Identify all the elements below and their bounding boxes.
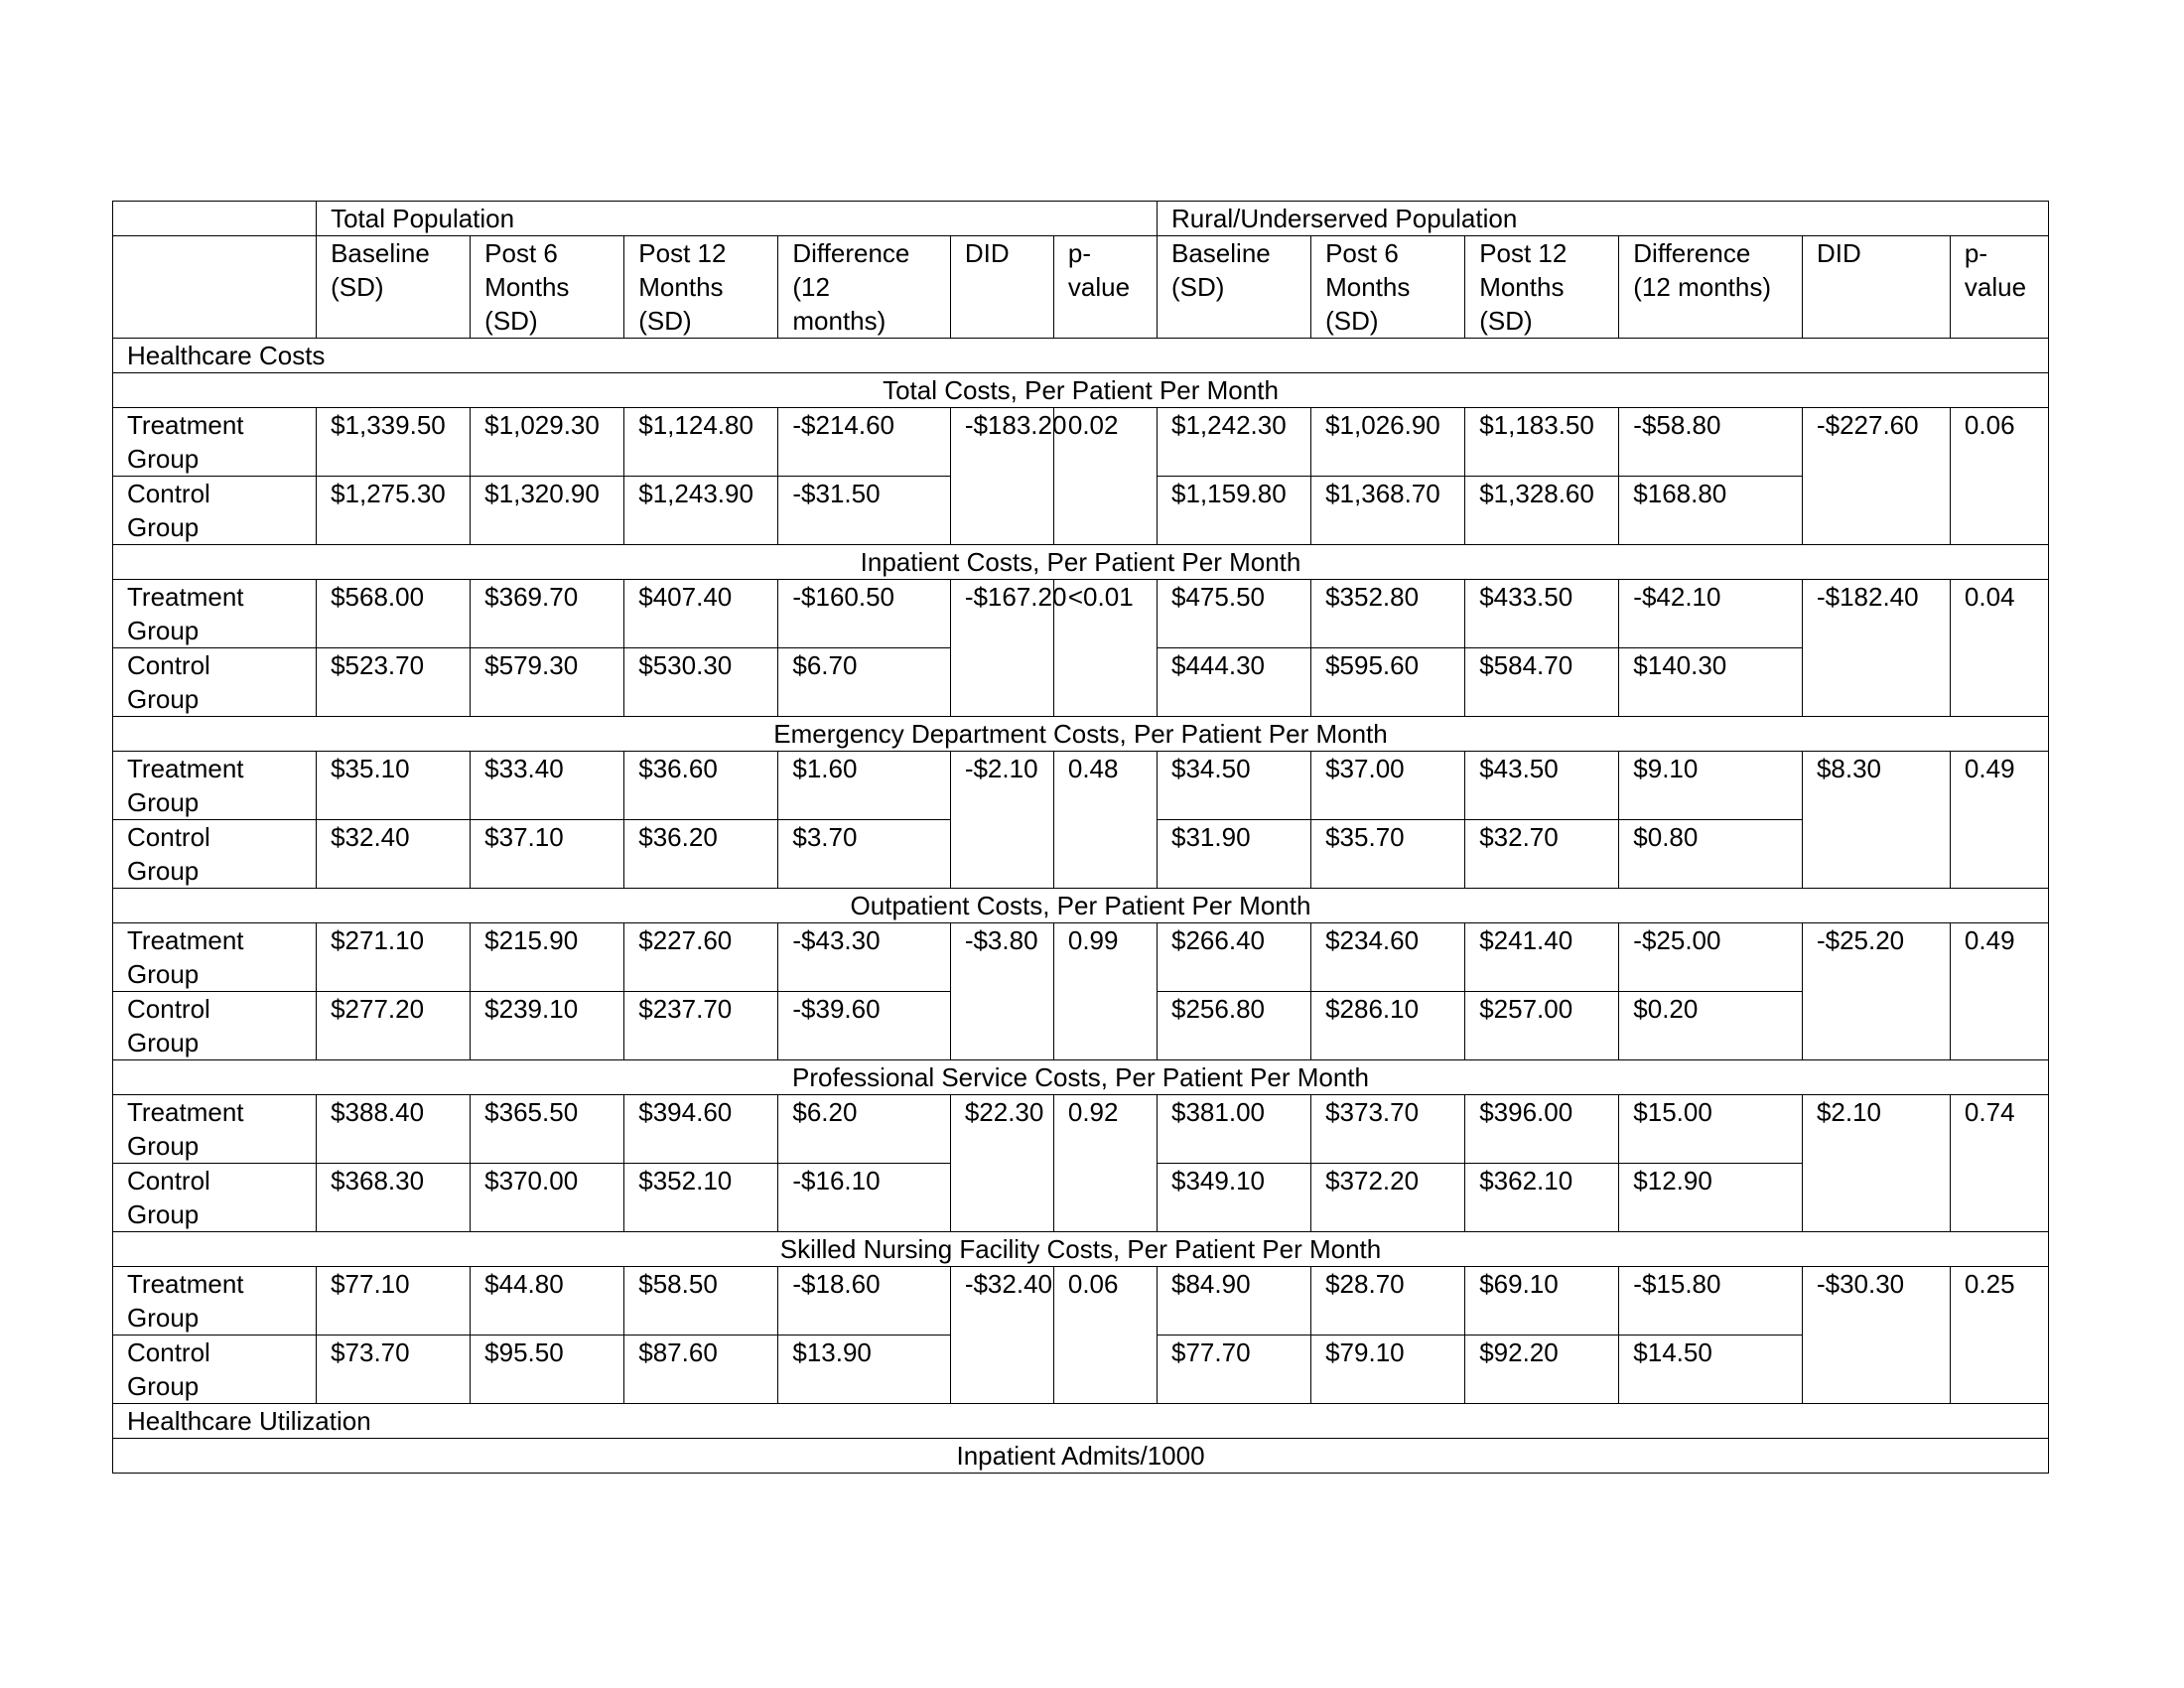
table-row (113, 1267, 2049, 1336)
table-cell: $1,183.50 (1465, 408, 1619, 477)
did-cell: -$32.40 (950, 1267, 1053, 1404)
block-title: Total Costs, Per Patient Per Month (113, 373, 2049, 408)
table-cell: -$18.60 (778, 1267, 950, 1336)
row-label-treatment: Treatment Group (113, 923, 317, 992)
table-cell: $28.70 (1311, 1267, 1465, 1336)
table-cell: $237.70 (624, 992, 778, 1060)
table-cell: $84.90 (1158, 1267, 1311, 1336)
row-label-control: Control Group (113, 992, 317, 1060)
pvalue-cell: 0.99 (1053, 923, 1157, 1060)
table-cell: $32.40 (317, 820, 471, 889)
col-header-baseline: Baseline (SD) (1158, 236, 1311, 339)
table-cell: $9.10 (1619, 752, 1803, 820)
did-cell: $22.30 (950, 1095, 1053, 1232)
table-cell: $407.40 (624, 580, 778, 648)
table-cell: $43.50 (1465, 752, 1619, 820)
table-cell: $227.60 (624, 923, 778, 992)
table-cell: $77.10 (317, 1267, 471, 1336)
did-cell: -$25.20 (1802, 923, 1950, 1060)
table-row (113, 923, 2049, 992)
did-cell: -$2.10 (950, 752, 1053, 889)
block-title: Outpatient Costs, Per Patient Per Month (113, 889, 2049, 923)
table-cell: $0.80 (1619, 820, 1803, 889)
table-cell: $381.00 (1158, 1095, 1311, 1164)
table-cell: $286.10 (1311, 992, 1465, 1060)
pvalue-cell: 0.92 (1053, 1095, 1157, 1232)
col-header-difference: Difference (12 months) (1619, 236, 1803, 339)
pvalue-cell: 0.06 (1950, 408, 2048, 545)
did-cell: -$30.30 (1802, 1267, 1950, 1404)
table-row (113, 1095, 2049, 1164)
table-cell: $1,159.80 (1158, 477, 1311, 545)
table-cell: -$43.30 (778, 923, 950, 992)
table-cell: $69.10 (1465, 1267, 1619, 1336)
did-cell: -$167.20 (950, 580, 1053, 717)
table-cell: $32.70 (1465, 820, 1619, 889)
table-cell: $1,026.90 (1311, 408, 1465, 477)
pvalue-cell: 0.49 (1950, 923, 2048, 1060)
pvalue-cell: <0.01 (1053, 580, 1157, 717)
block-title-row (113, 1232, 2049, 1267)
table-cell: $58.50 (624, 1267, 778, 1336)
row-label-control: Control Group (113, 820, 317, 889)
block-title: Inpatient Admits/1000 (113, 1439, 2049, 1474)
table-cell: $33.40 (471, 752, 624, 820)
col-header-pvalue: p- value (1053, 236, 1157, 339)
block-title-row (113, 889, 2049, 923)
col-header-baseline: Baseline (SD) (317, 236, 471, 339)
pvalue-cell: 0.04 (1950, 580, 2048, 717)
group-header-row (113, 202, 2049, 236)
block-title-row (113, 545, 2049, 580)
table-cell: $394.60 (624, 1095, 778, 1164)
table-cell: $1,328.60 (1465, 477, 1619, 545)
row-label-treatment: Treatment Group (113, 1095, 317, 1164)
table-cell: $365.50 (471, 1095, 624, 1164)
block-title: Emergency Department Costs, Per Patient Per Month (113, 717, 2049, 752)
table-cell: $1,242.30 (1158, 408, 1311, 477)
table-cell: $1,368.70 (1311, 477, 1465, 545)
table-cell: $266.40 (1158, 923, 1311, 992)
table-cell: $568.00 (317, 580, 471, 648)
col-header-did: DID (1802, 236, 1950, 339)
col-header-pvalue: p- value (1950, 236, 2048, 339)
row-label-treatment: Treatment Group (113, 1267, 317, 1336)
table-row (113, 408, 2049, 477)
table-cell: $87.60 (624, 1336, 778, 1404)
row-label-control: Control Group (113, 648, 317, 717)
table-cell: -$214.60 (778, 408, 950, 477)
col-header-post6: Post 6 Months (SD) (471, 236, 624, 339)
table-cell: $256.80 (1158, 992, 1311, 1060)
table-cell: -$31.50 (778, 477, 950, 545)
pvalue-cell: 0.49 (1950, 752, 2048, 889)
table-cell: $6.70 (778, 648, 950, 717)
table-cell: $77.70 (1158, 1336, 1311, 1404)
table-cell: $352.80 (1311, 580, 1465, 648)
table-cell: $140.30 (1619, 648, 1803, 717)
table-cell: $0.20 (1619, 992, 1803, 1060)
block-title: Professional Service Costs, Per Patient Per Month (113, 1060, 2049, 1095)
group-header-rural: Rural/Underserved Population (1158, 202, 2049, 236)
row-label-control: Control Group (113, 1336, 317, 1404)
table-cell: $95.50 (471, 1336, 624, 1404)
col-header-post12: Post 12 Months (SD) (1465, 236, 1619, 339)
table-cell: $73.70 (317, 1336, 471, 1404)
block-title-row (113, 1060, 2049, 1095)
corner-cell (113, 236, 317, 339)
group-header-total: Total Population (317, 202, 1158, 236)
pvalue-cell: 0.25 (1950, 1267, 2048, 1404)
table-cell: $36.60 (624, 752, 778, 820)
table-cell: $352.10 (624, 1164, 778, 1232)
table-cell: $369.70 (471, 580, 624, 648)
did-cell: -$182.40 (1802, 580, 1950, 717)
table-cell: -$25.00 (1619, 923, 1803, 992)
table-cell: $13.90 (778, 1336, 950, 1404)
table-cell: $234.60 (1311, 923, 1465, 992)
col-header-post12: Post 12 Months (SD) (624, 236, 778, 339)
did-cell: $8.30 (1802, 752, 1950, 889)
col-header-post6: Post 6 Months (SD) (1311, 236, 1465, 339)
table-cell: $79.10 (1311, 1336, 1465, 1404)
table-cell: $362.10 (1465, 1164, 1619, 1232)
table-cell: -$58.80 (1619, 408, 1803, 477)
table-cell: $36.20 (624, 820, 778, 889)
table-cell: $1,124.80 (624, 408, 778, 477)
col-header-did: DID (950, 236, 1053, 339)
did-cell: -$3.80 (950, 923, 1053, 1060)
table-cell: $433.50 (1465, 580, 1619, 648)
pvalue-cell: 0.02 (1053, 408, 1157, 545)
section-label: Healthcare Costs (113, 339, 2049, 373)
table-cell: $1,275.30 (317, 477, 471, 545)
table-cell: $373.70 (1311, 1095, 1465, 1164)
table-cell: $523.70 (317, 648, 471, 717)
block-title-row (113, 717, 2049, 752)
did-cell: -$183.20 (950, 408, 1053, 545)
pvalue-cell: 0.48 (1053, 752, 1157, 889)
table-cell: $31.90 (1158, 820, 1311, 889)
table-cell: -$160.50 (778, 580, 950, 648)
table-cell: $368.30 (317, 1164, 471, 1232)
table-cell: $277.20 (317, 992, 471, 1060)
table-cell: $388.40 (317, 1095, 471, 1164)
table-cell: $257.00 (1465, 992, 1619, 1060)
results-table (112, 201, 2049, 1474)
table-cell: $1,029.30 (471, 408, 624, 477)
table-cell: $1,243.90 (624, 477, 778, 545)
table-cell: $349.10 (1158, 1164, 1311, 1232)
did-cell: $2.10 (1802, 1095, 1950, 1232)
section-label: Healthcare Utilization (113, 1404, 2049, 1439)
table-row (113, 752, 2049, 820)
table-row (113, 580, 2049, 648)
table-cell: $14.50 (1619, 1336, 1803, 1404)
table-cell: -$15.80 (1619, 1267, 1803, 1336)
table-cell: $579.30 (471, 648, 624, 717)
table-cell: $241.40 (1465, 923, 1619, 992)
section-row (113, 339, 2049, 373)
table-cell: $530.30 (624, 648, 778, 717)
pvalue-cell: 0.06 (1053, 1267, 1157, 1404)
column-header-row (113, 236, 2049, 339)
table-cell: $475.50 (1158, 580, 1311, 648)
table-cell: $1,320.90 (471, 477, 624, 545)
table-cell: $444.30 (1158, 648, 1311, 717)
block-title: Inpatient Costs, Per Patient Per Month (113, 545, 2049, 580)
table-cell: $1.60 (778, 752, 950, 820)
row-label-control: Control Group (113, 477, 317, 545)
table-cell: $584.70 (1465, 648, 1619, 717)
table-cell: $3.70 (778, 820, 950, 889)
table-cell: $35.10 (317, 752, 471, 820)
row-label-treatment: Treatment Group (113, 752, 317, 820)
table-cell: -$16.10 (778, 1164, 950, 1232)
table-cell: $396.00 (1465, 1095, 1619, 1164)
table-cell: $37.00 (1311, 752, 1465, 820)
corner-cell (113, 202, 317, 236)
row-label-control: Control Group (113, 1164, 317, 1232)
block-title: Skilled Nursing Facility Costs, Per Patient Per Month (113, 1232, 2049, 1267)
table-cell: $6.20 (778, 1095, 950, 1164)
table-cell: -$39.60 (778, 992, 950, 1060)
table-cell: $44.80 (471, 1267, 624, 1336)
table-cell: $92.20 (1465, 1336, 1619, 1404)
table-cell: $1,339.50 (317, 408, 471, 477)
table-cell: $372.20 (1311, 1164, 1465, 1232)
row-label-treatment: Treatment Group (113, 408, 317, 477)
col-header-difference: Difference (12 months) (778, 236, 950, 339)
did-cell: -$227.60 (1802, 408, 1950, 545)
table-cell: $215.90 (471, 923, 624, 992)
table-cell: $34.50 (1158, 752, 1311, 820)
table-cell: $12.90 (1619, 1164, 1803, 1232)
table-cell: $271.10 (317, 923, 471, 992)
table-cell: $239.10 (471, 992, 624, 1060)
table-cell: $168.80 (1619, 477, 1803, 545)
block-title-row (113, 1439, 2049, 1474)
table-cell: -$42.10 (1619, 580, 1803, 648)
block-title-row (113, 373, 2049, 408)
table-cell: $35.70 (1311, 820, 1465, 889)
table-cell: $37.10 (471, 820, 624, 889)
table-cell: $370.00 (471, 1164, 624, 1232)
section-row (113, 1404, 2049, 1439)
pvalue-cell: 0.74 (1950, 1095, 2048, 1232)
table-cell: $15.00 (1619, 1095, 1803, 1164)
table-cell: $595.60 (1311, 648, 1465, 717)
row-label-treatment: Treatment Group (113, 580, 317, 648)
